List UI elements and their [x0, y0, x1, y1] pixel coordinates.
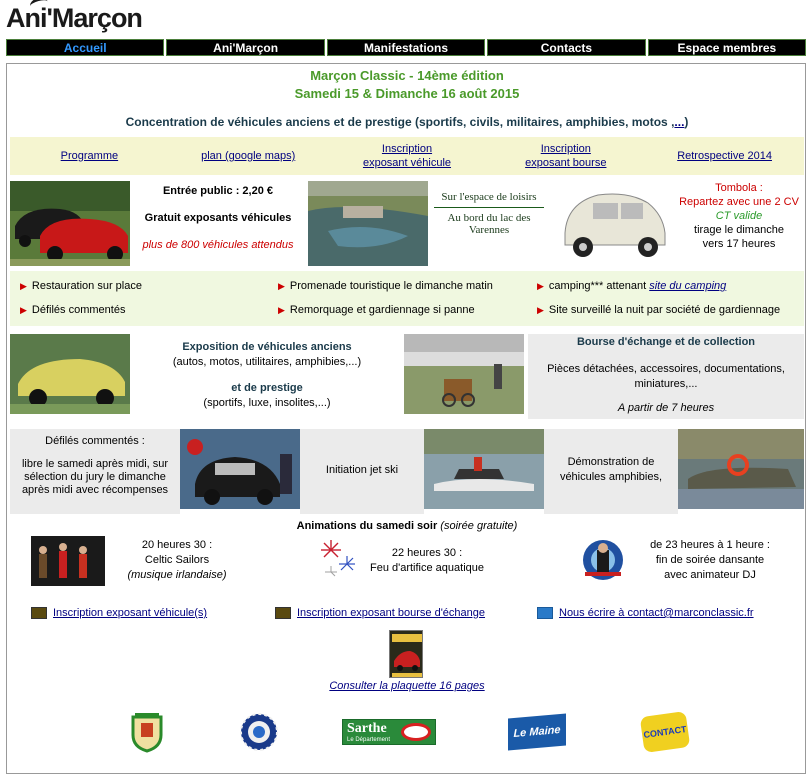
service-item: [537, 280, 726, 292]
lake-image: [308, 181, 428, 266]
exhibition-row: [10, 334, 804, 419]
tombola-title: Tombola :: [715, 182, 763, 194]
jetski-text: Initiation jet ski: [325, 464, 399, 476]
logo-text: Ani'Marçon: [6, 3, 142, 33]
link-insc-bourse-l1[interactable]: Inscription: [540, 143, 591, 155]
swap-meet-image: [404, 334, 524, 414]
service-item: [20, 280, 142, 292]
service-text: Restauration sur place: [31, 280, 142, 292]
expo-sub: (autos, motos, utilitaires, amphibies,...): [172, 356, 362, 368]
contact-logo-text: CONTACT: [642, 724, 688, 740]
link-plan-text[interactable]: plan (google maps): [201, 150, 296, 162]
link-programme[interactable]: [10, 149, 169, 163]
arrow-right-icon: ▶: [20, 305, 27, 315]
subtitle-end: ): [684, 115, 689, 129]
lemaine-logo-text: Le Maine: [513, 723, 561, 741]
subtitle-text: Concentration de véhicules anciens et de prestige (sportifs, civils, militaires, amphibies, motos ,: [125, 115, 675, 129]
sponsor-contact-fm[interactable]: [641, 712, 689, 752]
tombola-line4: vers 17 heures: [702, 238, 776, 250]
jetski-photo: [424, 429, 544, 509]
2cv-photo: [553, 183, 673, 263]
bottom-link-vehicule[interactable]: [31, 607, 207, 619]
defiles-body: libre le samedi après midi, sur sélection du jury le dimanche après midi avec récompenses: [21, 458, 169, 496]
badge-icon: [239, 712, 279, 752]
entry-expected: plus de 800 véhicules attendus: [142, 239, 294, 251]
bottom-link-bourse[interactable]: [275, 607, 485, 619]
quick-links-bar: [10, 137, 804, 175]
nav-espace-membres[interactable]: Espace membres: [648, 39, 806, 56]
tombola-line1: Repartez avec une 2 CV: [679, 196, 799, 208]
service-text: Site surveillé la nuit par société de gardiennage: [548, 304, 781, 316]
vintage-cars-image: [10, 181, 130, 266]
arrow-right-icon: ▶: [537, 281, 544, 291]
camping-link[interactable]: site du camping: [649, 280, 727, 292]
form-icon: [31, 607, 47, 619]
link-retrospective[interactable]: [645, 149, 804, 163]
soiree-note: (soirée gratuite): [440, 520, 518, 532]
sarthe-swirl-icon: [401, 723, 431, 741]
fireworks-time: 22 heures 30 :: [391, 547, 463, 559]
crest-icon: [129, 711, 165, 753]
nav-contacts[interactable]: Contacts: [487, 39, 645, 56]
dj-info: [635, 538, 785, 583]
expo-title: Exposition de véhicules anciens: [182, 341, 352, 353]
bottom-link-contact[interactable]: [537, 607, 754, 619]
services-list: [10, 271, 804, 326]
tombola-line3: tirage le dimanche: [694, 224, 784, 236]
jetski-image: [424, 429, 544, 509]
sponsor-mairie-crest[interactable]: [127, 712, 167, 752]
lake-line2: Au bord du lac des: [447, 212, 531, 224]
service-text: Défilés commentés: [31, 304, 126, 316]
service-text: Promenade touristique le dimanche matin: [289, 280, 493, 292]
brochure-thumbnail[interactable]: [389, 630, 423, 678]
dj-image: [577, 536, 629, 584]
amphibie-text: Démonstration de véhicules amphibies,: [559, 456, 663, 483]
brochure-link[interactable]: Consulter la plaquette 16 pages: [329, 680, 485, 692]
bourse-body: Pièces détachées, accessoires, documentations, miniatures,...: [547, 363, 785, 390]
soiree-title-text: Animations du samedi soir: [296, 520, 438, 532]
lake-aerial-photo: [308, 181, 428, 266]
link-insc-bourse-l2[interactable]: exposant bourse: [525, 157, 607, 169]
activities-row: [10, 429, 804, 514]
arrow-right-icon: ▶: [278, 281, 285, 291]
nav-animarcon[interactable]: Ani'Marçon: [166, 39, 324, 56]
exposition-info: [132, 334, 402, 419]
dj-time: de 23 heures à 1 heure :: [650, 539, 770, 551]
dj-name: fin de soirée dansante: [655, 554, 765, 566]
amphibious-car-image: [678, 429, 804, 509]
event-dates: Samedi 15 & Dimanche 16 août 2015: [294, 86, 520, 101]
arrow-right-icon: ▶: [278, 305, 285, 315]
event-title: Marçon Classic - 14ème édition: [310, 68, 504, 83]
sponsor-le-maine[interactable]: [507, 712, 567, 752]
lake-line1: Sur l'espace de loisirs: [434, 191, 544, 208]
nav-accueil[interactable]: Accueil: [6, 39, 164, 56]
expo-title2: et de prestige: [231, 382, 303, 394]
yellow-car-image: [10, 334, 130, 414]
swap-meet-photo: [404, 334, 524, 414]
fireworks-name: Feu d'artifice aquatique: [369, 562, 484, 574]
dj-note: avec animateur DJ: [664, 569, 756, 581]
service-item: [278, 280, 493, 292]
celtic-name: Celtic Sailors: [144, 554, 210, 566]
sponsor-ffve-badge[interactable]: [239, 712, 279, 752]
defiles-info: [10, 429, 180, 514]
sarthe-logo-sub: Le Département: [347, 737, 391, 743]
parade-car-image: [180, 429, 300, 509]
lake-line3: Varennes: [468, 224, 510, 236]
service-item: [278, 304, 475, 316]
arrow-right-icon: ▶: [20, 281, 27, 291]
entry-price: Entrée public : 2,20 €: [162, 185, 274, 197]
soiree-title: [7, 520, 807, 532]
bourse-time: A partir de 7 heures: [617, 402, 715, 414]
bourse-info: [528, 334, 804, 419]
entry-info: [134, 181, 302, 266]
subtitle-more-link[interactable]: ...: [674, 115, 685, 129]
nav-manifestations[interactable]: Manifestations: [327, 39, 485, 56]
fireworks-icon: [313, 536, 363, 582]
celtic-note: (musique irlandaise): [127, 569, 227, 581]
amphibious-car-photo: [678, 429, 804, 509]
link-inscription-bourse[interactable]: [486, 142, 645, 170]
mail-icon: [537, 607, 553, 619]
celtic-band-image: [31, 536, 105, 586]
info-row: [10, 181, 804, 266]
2cv-image: [553, 183, 673, 263]
service-item: [20, 304, 125, 316]
service-item: [537, 304, 780, 316]
vintage-cars-photo: [10, 181, 130, 266]
lake-info: [434, 191, 544, 261]
link-insc-veh-l2[interactable]: exposant véhicule: [362, 157, 452, 169]
main-nav: [6, 39, 806, 56]
link-retrospective-text[interactable]: Retrospective 2014: [677, 150, 772, 162]
link-programme-text[interactable]: Programme: [60, 150, 119, 162]
expo-sub2: (sportifs, luxe, insolites,...): [203, 397, 331, 409]
link-inscription-vehicule[interactable]: [328, 142, 487, 170]
celtic-time: 20 heures 30 :: [141, 539, 213, 551]
service-text: camping*** attenant: [548, 280, 650, 292]
bottom-link-bourse-text[interactable]: Inscription exposant bourse d'échange: [297, 607, 486, 619]
bottom-link-contact-text[interactable]: Nous écrire à contact@marconclassic.fr: [559, 607, 754, 619]
main-content: [6, 63, 806, 774]
parade-car-photo: [180, 429, 300, 509]
bottom-link-vehicule-text[interactable]: Inscription exposant véhicule(s): [53, 607, 208, 619]
brochure-link-wrap: [7, 680, 807, 692]
site-logo[interactable]: [6, 0, 146, 36]
sponsor-sarthe[interactable]: [341, 712, 437, 752]
brochure-image: [390, 631, 423, 678]
fireworks-info: [357, 546, 497, 576]
tombola-line2: CT valide: [715, 210, 763, 222]
link-plan[interactable]: [169, 149, 328, 163]
yellow-car-photo: [10, 334, 130, 414]
form-icon: [275, 607, 291, 619]
celtic-band-photo: [31, 536, 105, 586]
bourse-title: Bourse d'échange et de collection: [576, 336, 756, 348]
sarthe-logo-text: Sarthe: [347, 721, 387, 736]
defiles-title: Défilés commentés :: [45, 435, 145, 447]
link-insc-veh-l1[interactable]: Inscription: [381, 143, 433, 155]
registration-links: [7, 607, 807, 623]
celtic-info: [107, 538, 247, 583]
event-subtitle: [7, 115, 807, 129]
entry-free: Gratuit exposants véhicules: [144, 212, 292, 224]
arrow-right-icon: ▶: [537, 305, 544, 315]
amphibie-info: [544, 429, 678, 514]
dj-photo: [577, 536, 629, 584]
tombola-info: [674, 181, 804, 266]
jetski-info: [300, 429, 424, 514]
service-text: Remorquage et gardiennage si panne: [289, 304, 475, 316]
